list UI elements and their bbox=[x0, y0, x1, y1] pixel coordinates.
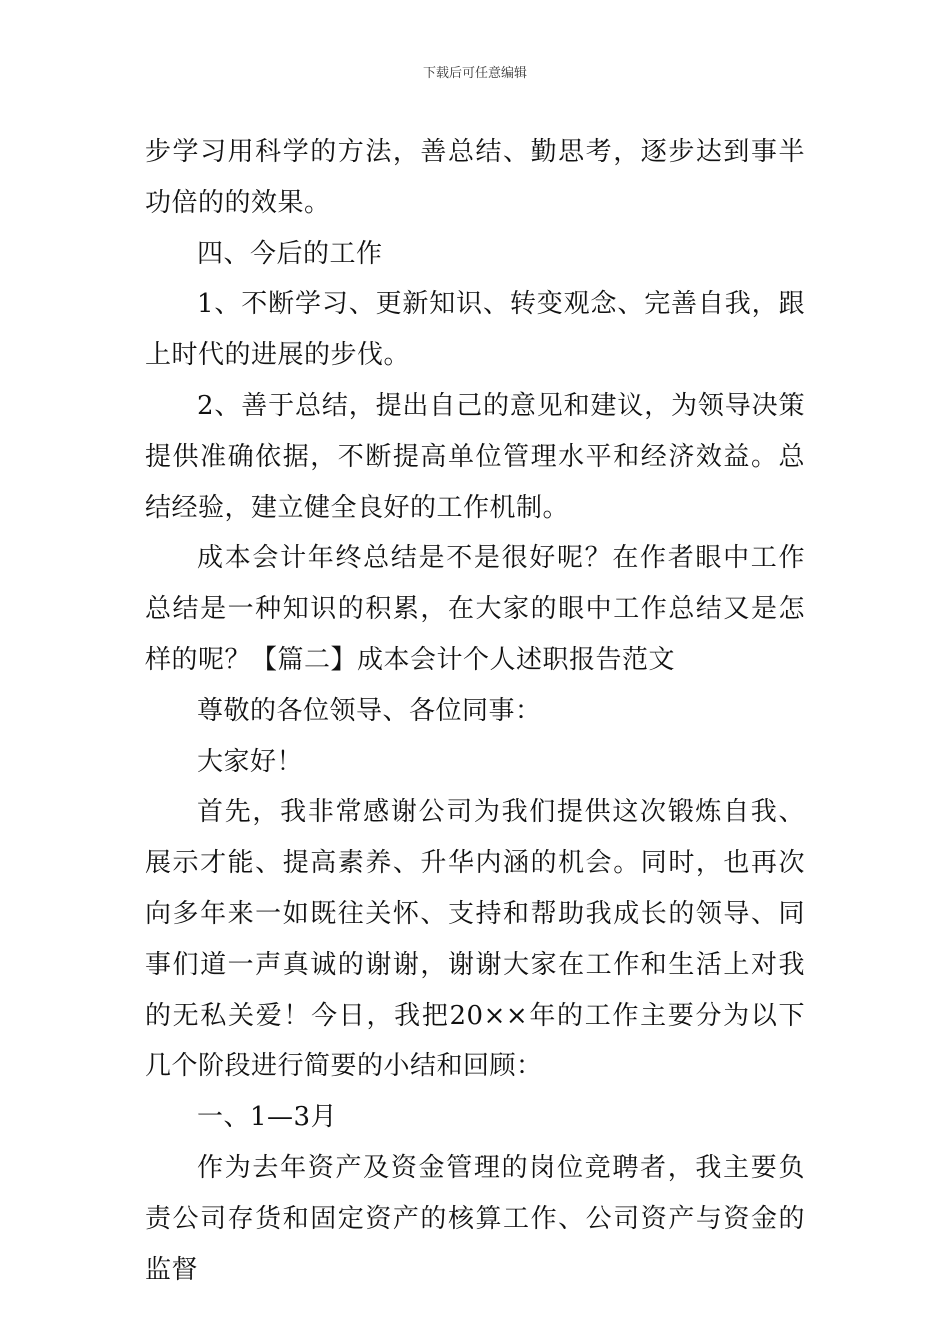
paragraph-duties: 作为去年资产及资金管理的岗位竞聘者，我主要负责公司存货和固定资产的核算工作、公司资产与资金的监督 bbox=[145, 1152, 805, 1285]
paragraph-introduction: 首先，我非常感谢公司为我们提供这次锻炼自我、展示才能、提高素养、升华内涵的机会。同时，也再次向多年来一如既往关怀、支持和帮助我成长的领导、同事们道一声真诚的谢谢，谢谢大家在工作和生活上对我的无私关爱！今日，我把20××年的工作主要分为以下几个阶段进行简要的小结和回顾： bbox=[145, 797, 805, 1082]
paragraph-salutation: 尊敬的各位领导、各位同事： bbox=[197, 695, 542, 726]
document-body bbox=[145, 127, 805, 1295]
paragraph-continuation: 步学习用科学的方法，善总结、勤思考，逐步达到事半功倍的的效果。 bbox=[145, 137, 805, 218]
paragraph-greeting: 大家好！ bbox=[197, 746, 304, 777]
paragraph-transition: 成本会计年终总结是不是很好呢？在作者眼中工作总结是一种知识的积累，在大家的眼中工作总结又是怎样的呢？【篇二】成本会计个人述职报告范文 bbox=[145, 543, 805, 675]
page-header-note: 下载后可任意编辑 bbox=[422, 66, 527, 81]
paragraph-item-2: 2、善于总结，提出自己的意见和建议，为领导决策提供准确依据，不断提高单位管理水平和经济效益。总结经验，建立健全良好的工作机制。 bbox=[145, 390, 805, 523]
section-heading-jan-mar: 一、1—3月 bbox=[197, 1102, 338, 1133]
section-heading-future-work: 四、今后的工作 bbox=[197, 238, 383, 269]
paragraph-item-1: 1、不断学习、更新知识、转变观念、完善自我，跟上时代的进展的步伐。 bbox=[145, 289, 805, 371]
